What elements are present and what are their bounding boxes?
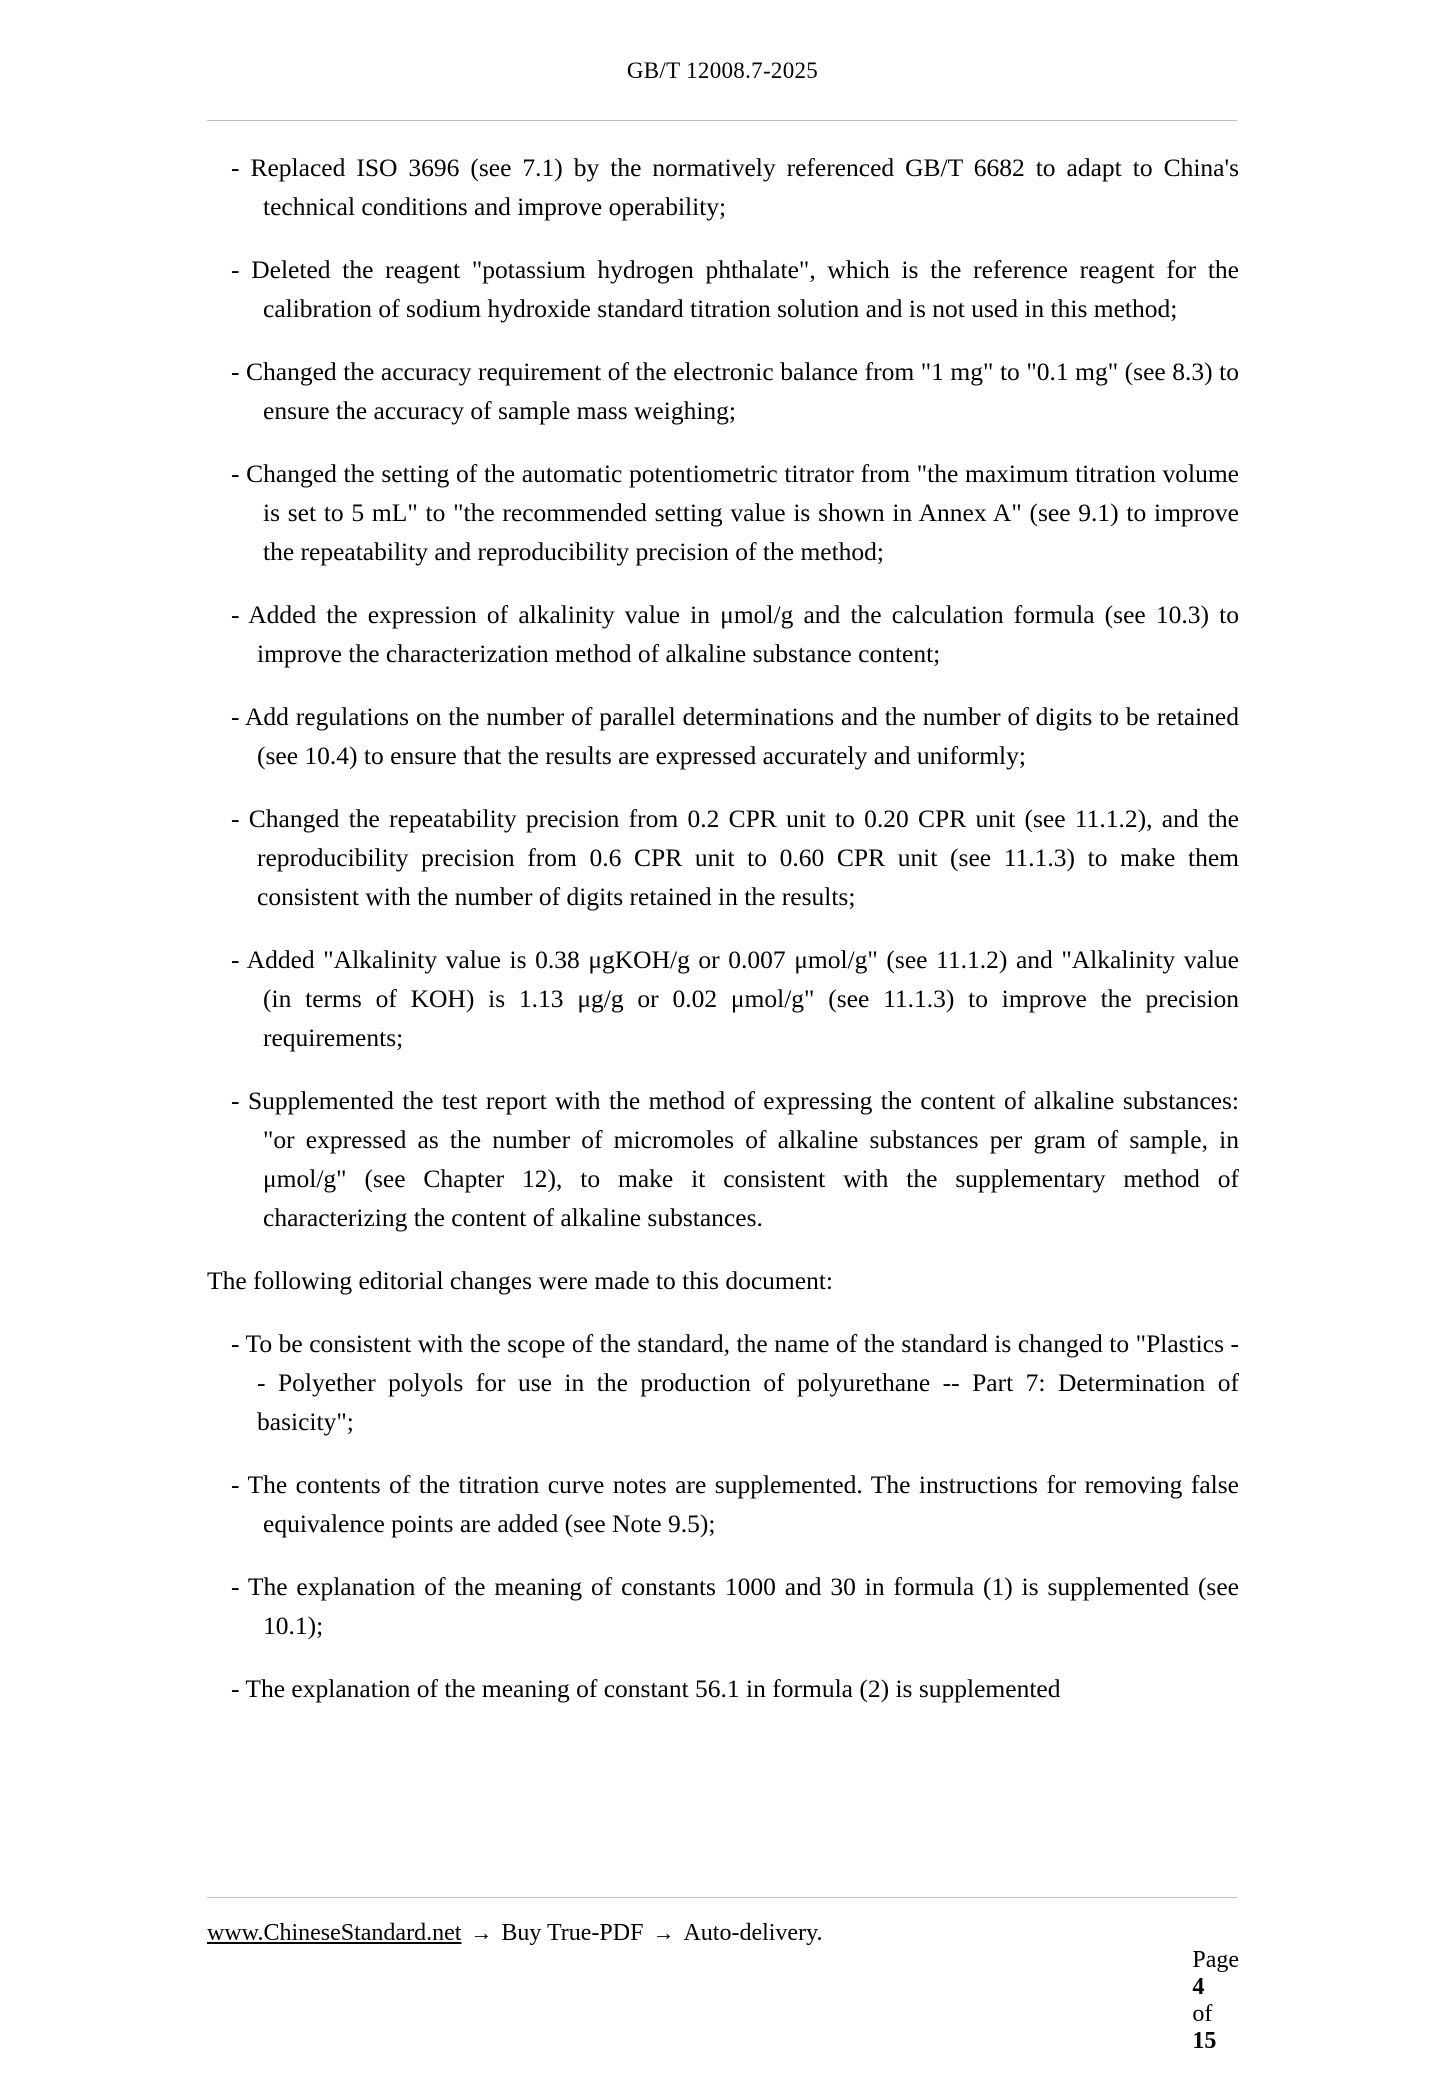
editorial-intro: The following editorial changes were made to this document: — [207, 1266, 833, 1295]
of-label: of — [1192, 2001, 1213, 2027]
list-item: - Changed the accuracy requirement of the electronic balance from "1 mg" to "0.1 mg" (see 8.3) to ensure the accuracy of sample mass weighing; — [231, 357, 1239, 425]
list-item: - Changed the setting of the automatic potentiometric titrator from "the maximum titration volume is set to 5 mL" to "the recommended setting value is shown in Annex A" (see 9.1) to improve the repeatability and reproducibility precision of the method; — [231, 459, 1239, 566]
list-item: - Changed the repeatability precision from 0.2 CPR unit to 0.20 CPR unit (see 11.1.2), and the reproducibility precision from 0.6 CPR unit to 0.60 CPR unit (see 11.1.3) to make them consistent with the number of digits retained in the results; — [231, 804, 1239, 911]
list-item: - Added "Alkalinity value is 0.38 μgKOH/g or 0.007 μmol/g" (see 11.1.2) and "Alkalinity value (in terms of KOH) is 1.13 μg/g or 0.02 μmol/g" (see 11.1.3) to improve the precision requirements; — [231, 945, 1239, 1052]
header-divider — [207, 120, 1237, 121]
arrow-right-icon: → — [470, 1920, 493, 1945]
chinesestandard-link[interactable]: www.ChineseStandard.net — [207, 1920, 462, 1946]
page-content — [207, 148, 1239, 1732]
page-label: Page — [1192, 1947, 1239, 1973]
page-number: 4 — [1192, 1974, 1205, 2000]
arrow-right-icon: → — [652, 1920, 675, 1945]
auto-delivery-text: Auto-delivery. — [683, 1920, 823, 1946]
standard-number: GB/T 12008.7-2025 — [626, 58, 819, 83]
footer-links — [207, 1920, 823, 1947]
list-item: - Deleted the reagent "potassium hydrogen phthalate", which is the reference reagent for the calibration of sodium hydroxide standard titration solution and is not used in this method; — [231, 255, 1239, 323]
page-header — [0, 58, 1445, 84]
list-item: - Added the expression of alkalinity value in μmol/g and the calculation formula (see 10.3) to improve the characterization method of alkaline substance content; — [231, 600, 1239, 668]
buy-true-pdf-link[interactable]: Buy True-PDF — [501, 1920, 644, 1946]
footer-divider — [207, 1897, 1237, 1898]
list-item: - The explanation of the meaning of constants 1000 and 30 in formula (1) is supplemented (see 10.1); — [231, 1572, 1239, 1640]
page-indicator — [1156, 1920, 1239, 2082]
list-item: - Replaced ISO 3696 (see 7.1) by the normatively referenced GB/T 6682 to adapt to China's technical conditions and improve operability; — [231, 153, 1239, 221]
list-item: - To be consistent with the scope of the standard, the name of the standard is changed to "Plastics -- Polyether polyols for use in the production of polyurethane -- Part 7: Determination of basicity"; — [231, 1329, 1239, 1436]
total-pages: 15 — [1192, 2028, 1217, 2054]
list-item: - The contents of the titration curve notes are supplemented. The instructions for removing false equivalence points are added (see Note 9.5); — [231, 1470, 1239, 1538]
list-item: - Add regulations on the number of parallel determinations and the number of digits to be retained (see 10.4) to ensure that the results are expressed accurately and uniformly; — [231, 702, 1239, 770]
list-item: - The explanation of the meaning of constant 56.1 in formula (2) is supplemented — [231, 1674, 1061, 1703]
page-footer — [207, 1920, 1239, 2082]
list-item: - Supplemented the test report with the method of expressing the content of alkaline substances: "or expressed as the number of micromoles of alkaline substances per gram of sample, in μmol/g" (see Chapter 12), to make it consistent with the supplementary method of characterizing the content of alkaline substances. — [231, 1086, 1239, 1232]
